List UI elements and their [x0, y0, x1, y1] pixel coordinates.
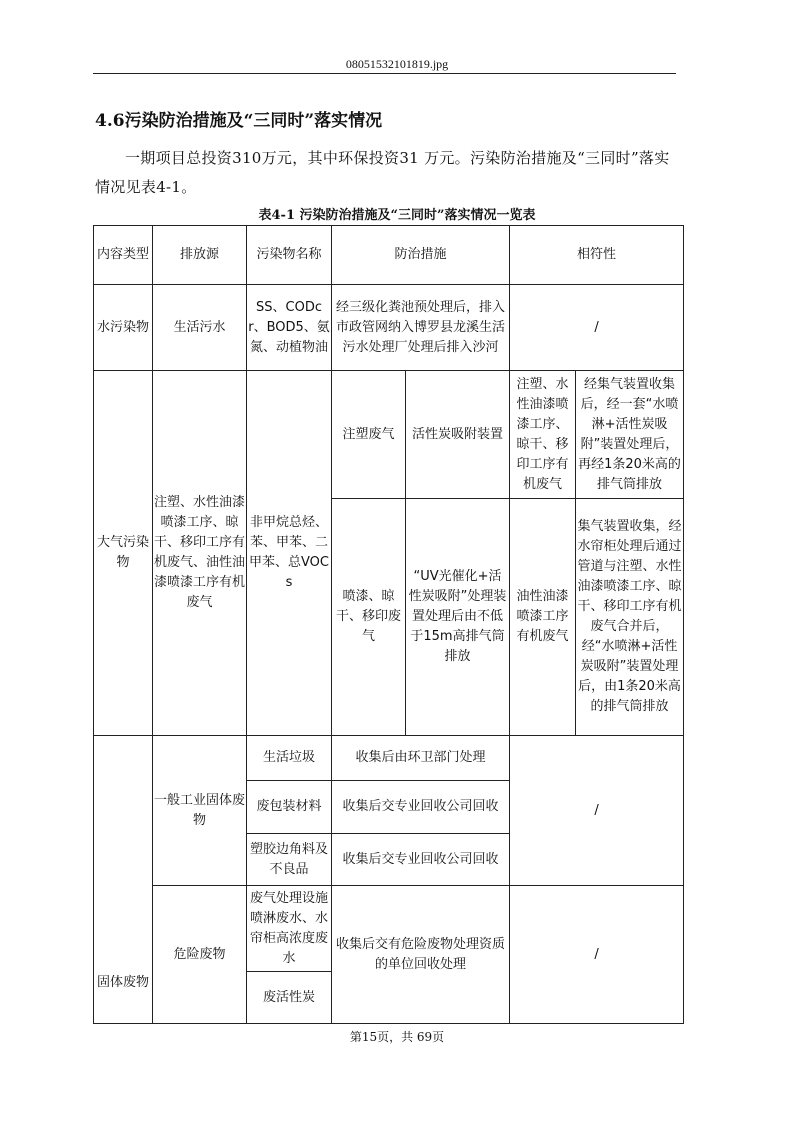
solid-hazardous-match: /: [510, 886, 684, 1024]
intro-paragraph: 一期项目总投资310万元，其中环保投资31 万元。污染防治措施及“三同时”落实情况见表4-1。: [95, 149, 670, 196]
solid-type: 固体废物: [94, 736, 153, 1024]
air-sub2-actual-source: 油性油漆喷漆工序有机废气: [510, 499, 576, 736]
solid-general-measure-2: 收集后交专业回收公司回收: [332, 781, 510, 834]
solid-general-row-1: [94, 736, 684, 781]
air-sub1-measure: 活性炭吸附装置: [406, 371, 510, 499]
solid-general-label: 一般工业固体废物: [153, 736, 247, 886]
air-sub1-actual: 经集气装置收集后，经一套“水喷淋+活性炭吸附”装置处理后，再经1条20米高的排气筒排放: [576, 371, 684, 499]
solid-hazardous-measure: 收集后交有危险废物处理资质的单位回收处理: [332, 886, 510, 1024]
header-filename: 08051532101819.jpg: [345, 57, 449, 71]
air-sub1-actual-source: 注塑、水性油漆喷漆工序、晾干、移印工序有机废气: [510, 371, 576, 499]
water-row: [94, 285, 684, 371]
page-footer: 第15页，共 69页: [349, 1030, 445, 1044]
solid-general-measure-1: 收集后由环卫部门处理: [332, 736, 510, 781]
header-measure: 防治措施: [332, 226, 510, 285]
air-pollutant: 非甲烷总烃、苯、甲苯、二甲苯、总VOCs: [247, 371, 332, 736]
solid-hazardous-item-2: 废活性炭: [247, 972, 332, 1024]
table-caption: 表4-1 污染防治措施及“三同时”落实情况一览表: [258, 208, 536, 223]
solid-hazardous-label: 危险废物: [153, 886, 247, 1024]
water-pollutant: SS、CODcr、BOD5、氨氮、动植物油: [247, 285, 332, 371]
water-type: 水污染物: [94, 285, 153, 371]
air-sub2-measure: “UV光催化+活性炭吸附”处理装置处理后由不低于15m高排气筒排放: [406, 499, 510, 736]
table-header-row: [94, 226, 684, 285]
solid-general-match: /: [510, 736, 684, 886]
section-title: 4.6污染防治措施及“三同时”落实情况: [95, 111, 383, 131]
air-type: 大气污染物: [94, 371, 153, 736]
air-source: 注塑、水性油漆喷漆工序、晾干、移印工序有机废气、油性油漆喷漆工序有机废气: [153, 371, 247, 736]
header-pollutant: 污染物名称: [247, 226, 332, 285]
pollution-control-table: [93, 225, 684, 1024]
water-match: /: [510, 285, 684, 371]
solid-hazardous-row-1: [94, 886, 684, 972]
air-row-injection: [94, 371, 684, 499]
solid-general-item-2: 废包装材料: [247, 781, 332, 834]
water-measure: 经三级化粪池预处理后，排入市政管网纳入博罗县龙溪生活污水处理厂处理后排入沙河: [332, 285, 510, 371]
solid-general-item-3: 塑胶边角料及不良品: [247, 834, 332, 886]
air-sub2-actual: 集气装置收集，经水帘柜处理后通过管道与注塑、水性油漆喷漆工序、晾干、移印工序有机废气合并后，经“水喷淋+活性炭吸附”装置处理后，由1条20米高的排气筒排放: [576, 499, 684, 736]
header-match: 相符性: [510, 226, 684, 285]
water-source: 生活污水: [153, 285, 247, 371]
solid-general-item-1: 生活垃圾: [247, 736, 332, 781]
header-source: 排放源: [153, 226, 247, 285]
air-sub2-name: 喷漆、晾干、移印废气: [332, 499, 406, 736]
solid-hazardous-item-1: 废气处理设施喷淋废水、水帘柜高浓度废水: [247, 886, 332, 972]
header-rule: [93, 73, 676, 74]
air-sub1-name: 注塑废气: [332, 371, 406, 499]
header-type: 内容类型: [94, 226, 153, 285]
solid-general-measure-3: 收集后交专业回收公司回收: [332, 834, 510, 886]
